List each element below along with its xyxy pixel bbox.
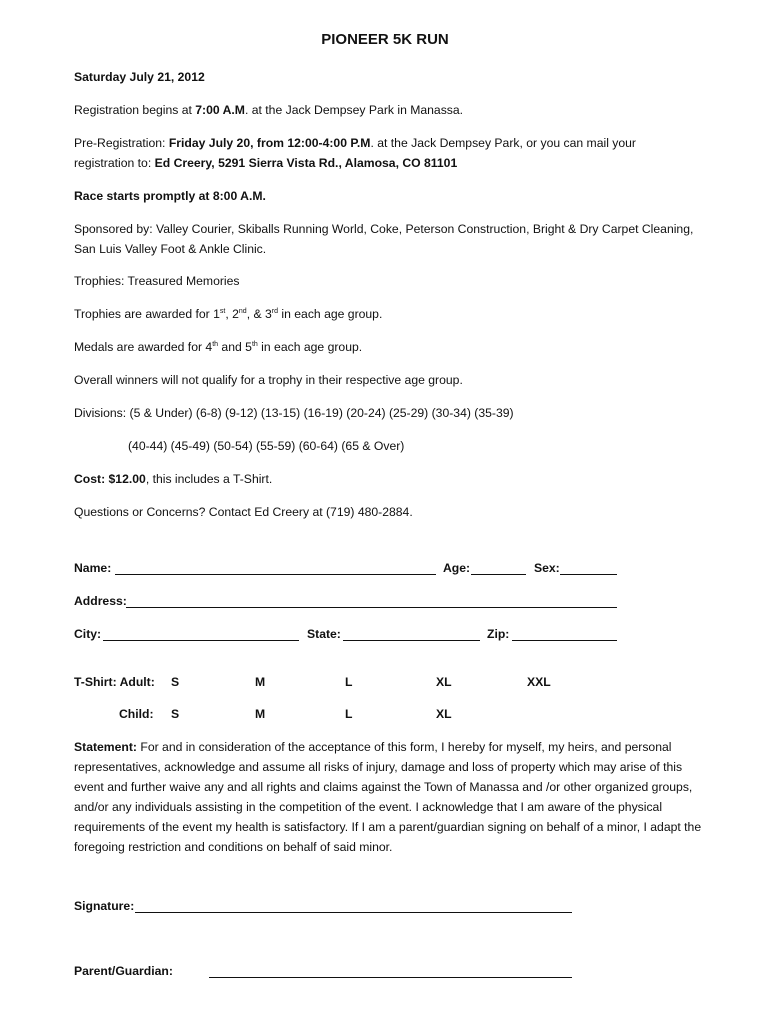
age-label: Age: [443, 561, 471, 575]
adult-size-l[interactable]: L [345, 675, 353, 689]
child-size-s[interactable]: S [171, 707, 180, 721]
city-field[interactable] [103, 640, 299, 641]
zip-label: Zip: [487, 627, 510, 641]
guardian-label: Parent/Guardian: [74, 964, 173, 978]
city-label: City: [74, 627, 102, 641]
adult-size-s[interactable]: S [171, 675, 180, 689]
name-label: Name: [74, 561, 112, 575]
sponsors: Sponsored by: Valley Courier, Skiballs Running World, Coke, Peterson Construction, Bright & Dry Carpet Cleaning, San Luis Valley Foot & Ankle Clinic. [74, 222, 694, 256]
sex-field[interactable] [560, 574, 617, 575]
divisions-line-1: Divisions: (5 & Under) (6-8) (9-12) (13-15) (16-19) (20-24) (25-29) (30-34) (35-39) [74, 406, 514, 420]
trophies-award: Trophies are awarded for 1st, 2nd, & 3rd in each age group. [74, 307, 383, 321]
child-size-l[interactable]: L [345, 707, 353, 721]
adult-size-m[interactable]: M [255, 675, 266, 689]
divisions-line-2: (40-44) (45-49) (50-54) (55-59) (60-64) (65 & Over) [128, 439, 405, 453]
tshirt-adult-label: T-Shirt: Adult: [74, 675, 155, 689]
event-date: Saturday July 21, 2012 [74, 70, 205, 84]
cost: Cost: $12.00, this includes a T-Shirt. [74, 472, 273, 486]
race-start-time: Race starts promptly at 8:00 A.M. [74, 189, 266, 203]
adult-size-xl[interactable]: XL [436, 675, 452, 689]
overall-winners-note: Overall winners will not qualify for a trophy in their respective age group. [74, 373, 463, 387]
name-field[interactable] [115, 574, 436, 575]
waiver-statement: Statement: For and in consideration of the acceptance of this form, I hereby for myself, my heirs, and personal representatives, acknowledge and assume all risks of injury, damage and loss of property which may arise of this event and further waive any and all rights and claims against the Town of Manassa and /or other organized groups, and/or any individuals assisting in the competition of the event. I acknowledge that I am aware of the physical requirements of the event my health is satisfactory. If I am a parent/guardian signing on behalf of a minor, I adapt the foregoing restriction and conditions on behalf of said minor. [74, 740, 702, 854]
preregistration-info: Pre-Registration: Friday July 20, from 12:00-4:00 P.M. at the Jack Dempsey Park, or you can mail your [74, 136, 636, 150]
sex-label: Sex: [534, 561, 560, 575]
address-label: Address: [74, 594, 127, 608]
child-size-m[interactable]: M [255, 707, 266, 721]
trophies-sponsor: Trophies: Treasured Memories [74, 274, 240, 288]
mail-address: registration to: Ed Creery, 5291 Sierra Vista Rd., Alamosa, CO 81101 [74, 156, 458, 170]
medals-award: Medals are awarded for 4th and 5th in each age group. [74, 340, 363, 354]
tshirt-child-label: Child: [119, 707, 154, 721]
adult-size-xxl[interactable]: XXL [527, 675, 551, 689]
state-label: State: [307, 627, 341, 641]
child-size-xl[interactable]: XL [436, 707, 452, 721]
signature-label: Signature: [74, 899, 135, 913]
age-field[interactable] [471, 574, 526, 575]
state-field[interactable] [343, 640, 480, 641]
page-title: PIONEER 5K RUN [321, 31, 449, 48]
signature-field[interactable] [135, 912, 572, 913]
guardian-signature-field[interactable] [209, 977, 572, 978]
registration-info: Registration begins at 7:00 A.M. at the Jack Dempsey Park in Manassa. [74, 103, 464, 117]
zip-field[interactable] [512, 640, 617, 641]
address-field[interactable] [126, 607, 617, 608]
contact-info: Questions or Concerns? Contact Ed Creery at (719) 480-2884. [74, 505, 413, 519]
